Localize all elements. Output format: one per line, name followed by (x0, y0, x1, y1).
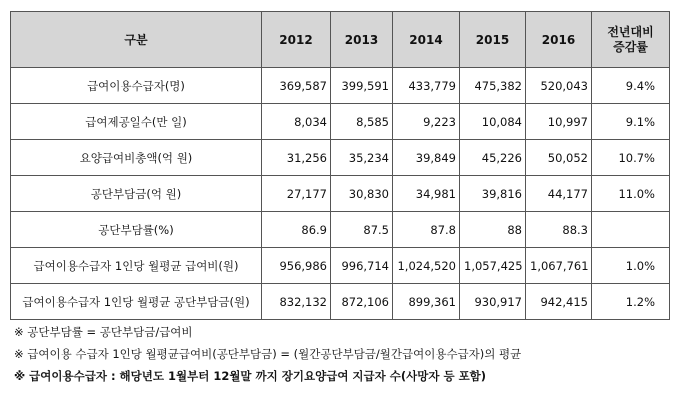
cell-value: 87.8 (393, 212, 460, 248)
cell-value: 45,226 (460, 140, 526, 176)
cell-value: 475,382 (460, 68, 526, 104)
cell-value: 520,043 (526, 68, 592, 104)
row-label: 급여이용수급자(명) (11, 68, 262, 104)
footnote-3: ※ 급여이용수급자 : 해당년도 1월부터 12월말 까지 장기요양급여 지급자 수(사망자 등 포함) (14, 369, 487, 383)
cell-value: 30,830 (331, 176, 393, 212)
header-yoy-change (592, 12, 670, 68)
row-label: 급여이용수급자 1인당 월평균 급여비(원) (11, 248, 262, 284)
cell-value: 50,052 (526, 140, 592, 176)
cell-value: 31,256 (262, 140, 331, 176)
row-label: 요양급여비총액(억 원) (11, 140, 262, 176)
footnote-1: ※ 공단부담률 = 공단부담금/급여비 (14, 325, 193, 339)
cell-value: 9,223 (393, 104, 460, 140)
cell-yoy-change: 9.4% (592, 68, 670, 104)
cell-value: 942,415 (526, 284, 592, 320)
row-label: 공단부담률(%) (11, 212, 262, 248)
cell-value: 34,981 (393, 176, 460, 212)
table-body (11, 68, 670, 320)
cell-value: 10,997 (526, 104, 592, 140)
row-label: 급여이용수급자 1인당 월평균 공단부담금(원) (11, 284, 262, 320)
cell-value: 39,816 (460, 176, 526, 212)
cell-value: 930,917 (460, 284, 526, 320)
cell-value: 35,234 (331, 140, 393, 176)
cell-value: 832,132 (262, 284, 331, 320)
cell-value: 10,084 (460, 104, 526, 140)
cell-value: 1,024,520 (393, 248, 460, 284)
header-year-2015: 2015 (460, 12, 526, 68)
header-year-2016: 2016 (526, 12, 592, 68)
cell-yoy-change: 10.7% (592, 140, 670, 176)
cell-value: 1,057,425 (460, 248, 526, 284)
cell-value: 433,779 (393, 68, 460, 104)
cell-yoy-change: 11.0% (592, 176, 670, 212)
header-year-2012: 2012 (262, 12, 331, 68)
header-yoy-line1: 전년대비 (607, 24, 654, 39)
cell-value: 996,714 (331, 248, 393, 284)
cell-yoy-change: 1.2% (592, 284, 670, 320)
cell-value: 88 (460, 212, 526, 248)
cell-value: 86.9 (262, 212, 331, 248)
cell-value: 956,986 (262, 248, 331, 284)
footnote-2: ※ 급여이용 수급자 1인당 월평균급여비(공단부담금) = (월간공단부담금/월간급여이용수급자)의 평균 (14, 347, 522, 361)
cell-value: 369,587 (262, 68, 331, 104)
header-year-2014: 2014 (393, 12, 460, 68)
cell-value: 399,591 (331, 68, 393, 104)
footnotes (14, 321, 521, 387)
table-row (11, 248, 670, 284)
table-row (11, 284, 670, 320)
cell-yoy-change: 1.0% (592, 248, 670, 284)
header-year-2013: 2013 (331, 12, 393, 68)
cell-yoy-change (592, 212, 670, 248)
header-yoy-line2: 증감률 (613, 39, 648, 54)
header-row (11, 12, 670, 68)
cell-value: 87.5 (331, 212, 393, 248)
table-row (11, 104, 670, 140)
row-label: 급여제공일수(만 일) (11, 104, 262, 140)
table-row (11, 176, 670, 212)
cell-value: 1,067,761 (526, 248, 592, 284)
cell-value: 872,106 (331, 284, 393, 320)
cell-value: 899,361 (393, 284, 460, 320)
table-row (11, 140, 670, 176)
cell-value: 88.3 (526, 212, 592, 248)
cell-value: 8,034 (262, 104, 331, 140)
cell-value: 8,585 (331, 104, 393, 140)
statistics-table (10, 11, 670, 320)
cell-value: 44,177 (526, 176, 592, 212)
table-row (11, 68, 670, 104)
table-row (11, 212, 670, 248)
cell-value: 27,177 (262, 176, 331, 212)
cell-value: 39,849 (393, 140, 460, 176)
cell-yoy-change: 9.1% (592, 104, 670, 140)
row-label: 공단부담금(억 원) (11, 176, 262, 212)
header-category: 구분 (11, 12, 262, 68)
